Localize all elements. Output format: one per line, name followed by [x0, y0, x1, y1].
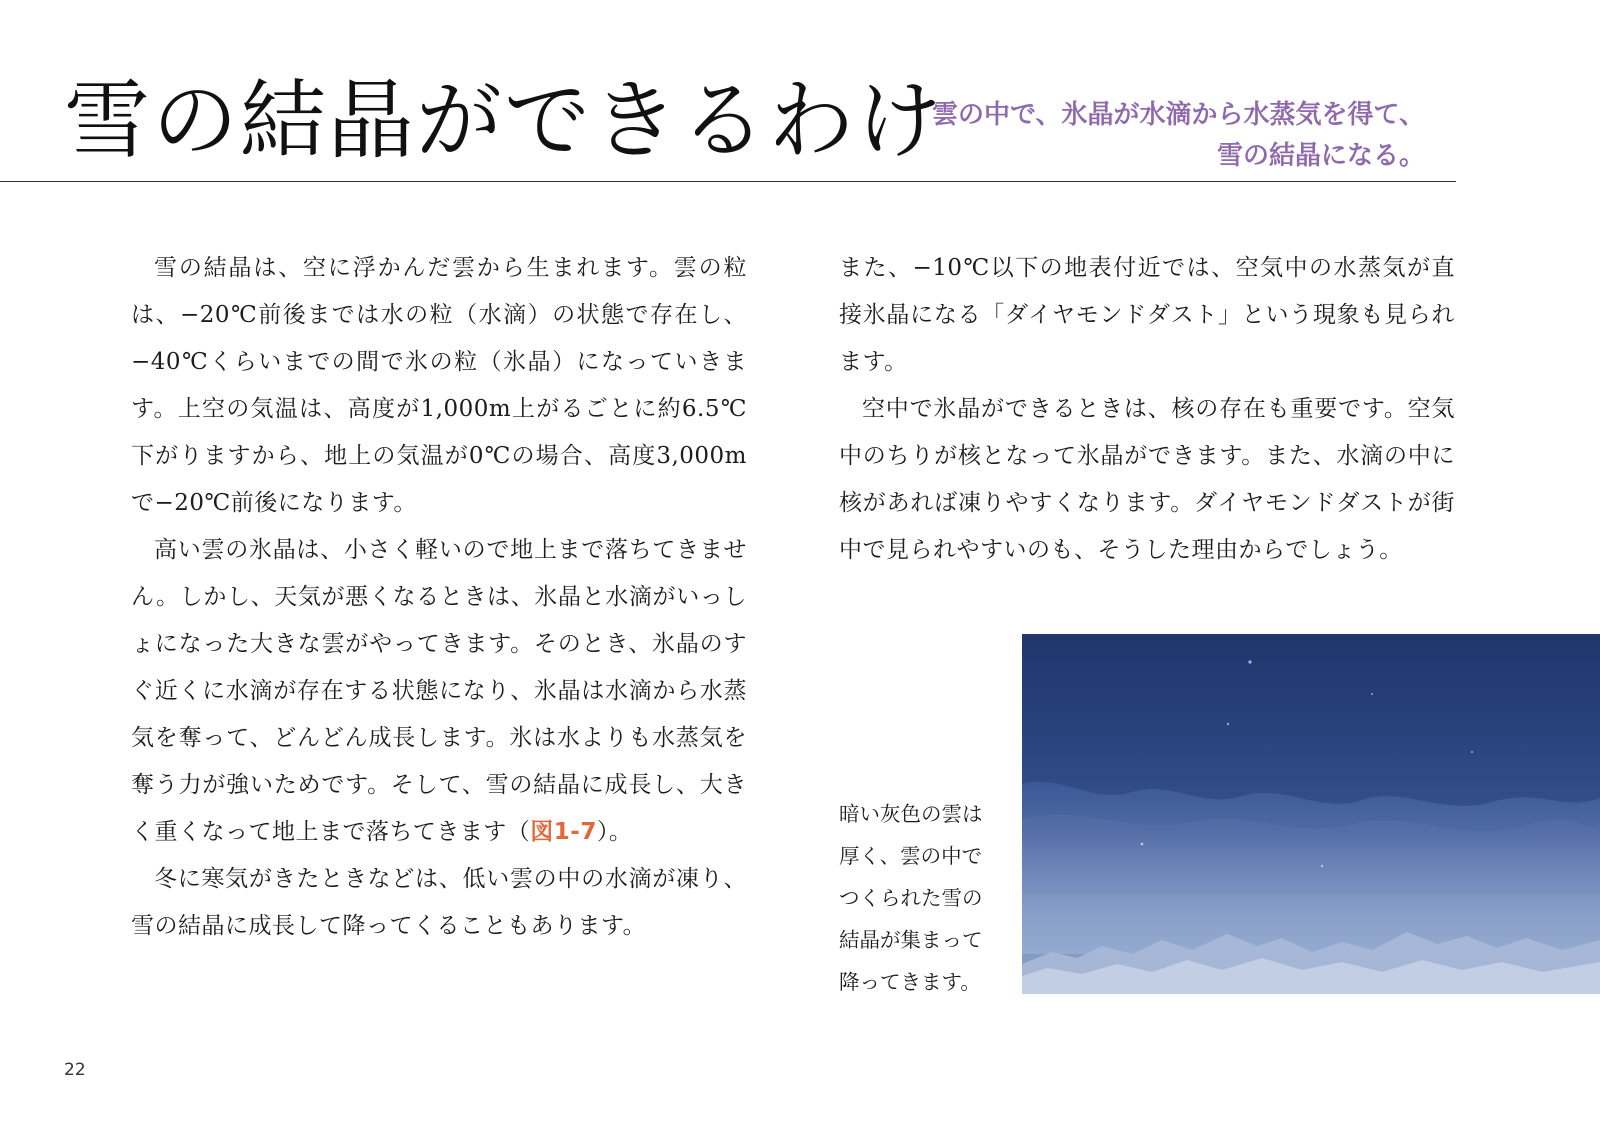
left-paragraph-1: 雪の結晶は、空に浮かんだ雲から生まれます。雲の粒は、−20℃前後までは水の粒（水滴）の状態で存在し、−40℃くらいまでの間で氷の粒（氷晶）になっていきます。上空の気温は、高度が1,000m上がるごとに約6.5℃下がりますから、地上の気温が0℃の場合、高度3,000mで−20℃前後になります。: [131, 255, 747, 516]
page-subtitle: [845, 95, 1425, 177]
caption-line-2: 厚く、雲の中で: [839, 844, 983, 868]
subtitle-line-1: 雲の中で、氷晶が水滴から水蒸気を得て、: [932, 100, 1425, 130]
snow-cloud-illustration: [1022, 634, 1600, 994]
figure-reference-link[interactable]: 図1-7: [530, 819, 597, 845]
right-paragraph-1: また、−10℃以下の地表付近では、空気中の水蒸気が直接氷晶になる「ダイヤモンドダスト」という現象も見られます。: [839, 255, 1455, 375]
photo-caption: [839, 793, 1014, 1003]
snow-cloud-photo: [1022, 634, 1600, 994]
caption-line-1: 暗い灰色の雲は: [839, 802, 983, 826]
title-divider: [0, 181, 1456, 182]
caption-line-5: 降ってきます。: [839, 970, 981, 994]
right-text-column: [839, 245, 1455, 574]
left-paragraph-2: [131, 527, 747, 856]
left-text-column: [131, 245, 747, 950]
caption-line-3: つくられた雪の: [839, 886, 983, 910]
page-title: 雪の結晶ができるわけ: [64, 71, 944, 171]
left-paragraph-2-end: ）。: [596, 819, 633, 845]
caption-line-4: 結晶が集まって: [839, 928, 983, 952]
page-number: 22: [64, 1060, 86, 1080]
left-paragraph-2-text: 高い雲の氷晶は、小さく軽いので地上まで落ちてきません。しかし、天気が悪くなるときは、氷晶と水滴がいっしょになった大きな雲がやってきます。そのとき、氷晶のすぐ近くに水滴が存在する状態になり、氷晶は水滴から水蒸気を奪って、どんどん成長します。氷は水よりも水蒸気を奪う力が強いためです。そして、雪の結晶に成長し、大きく重くなって地上まで落ちてきます（: [131, 537, 747, 845]
right-paragraph-2: 空中で氷晶ができるときは、核の存在も重要です。空気中のちりが核となって氷晶ができます。また、水滴の中に核があれば凍りやすくなります。ダイヤモンドダストが街中で見られやすいのも、そうした理由からでしょう。: [839, 396, 1455, 563]
subtitle-line-2: 雪の結晶になる。: [1216, 141, 1425, 171]
left-paragraph-3: 冬に寒気がきたときなどは、低い雲の中の水滴が凍り、雪の結晶に成長して降ってくることもあります。: [131, 866, 747, 939]
